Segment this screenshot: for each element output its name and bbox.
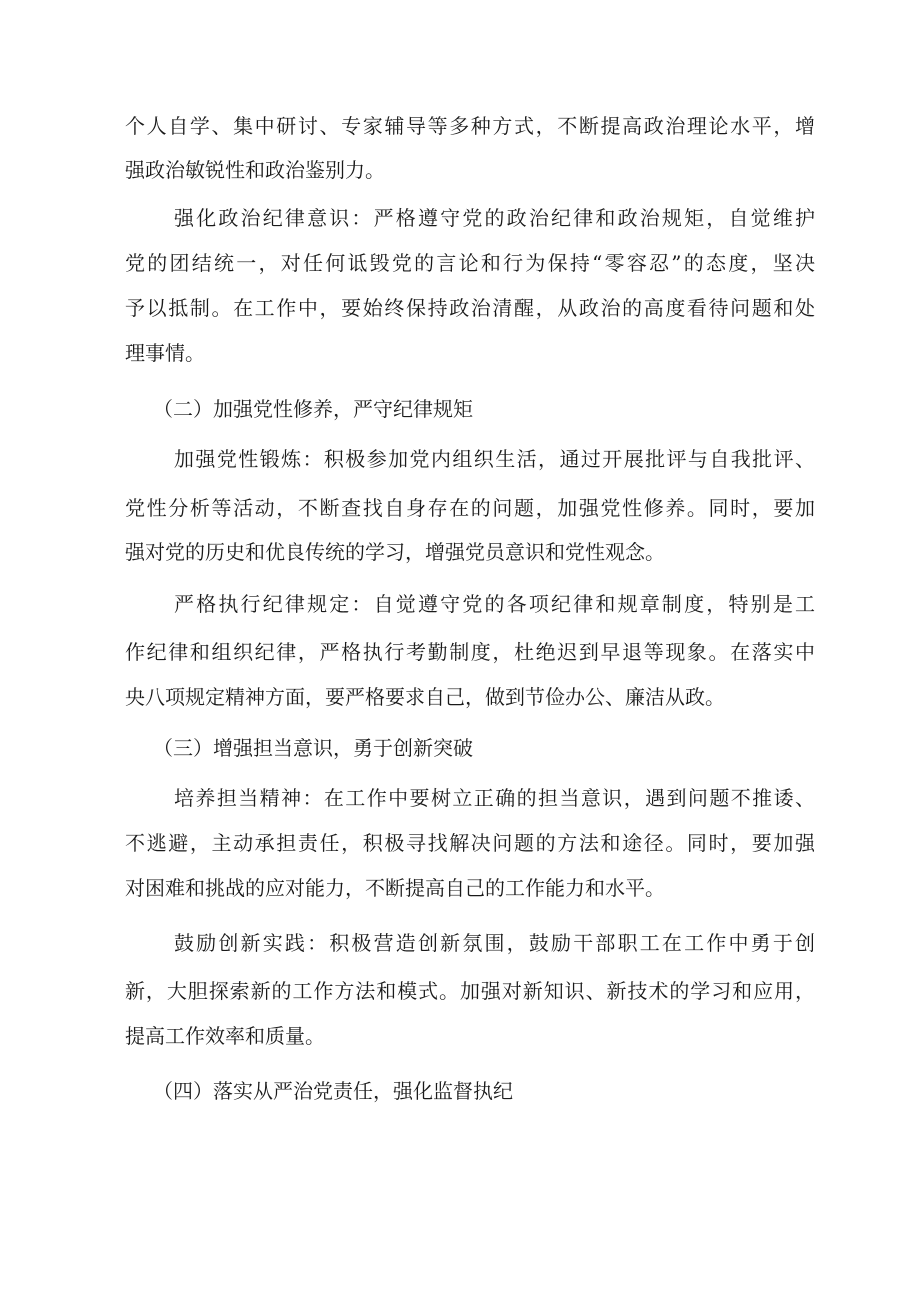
section-heading-2: （二）加强党性修养，严守纪律规矩 (153, 397, 473, 421)
section-heading-3: （三）增强担当意识，勇于创新突破 (153, 736, 473, 760)
paragraph-5-line-3: 对困难和挑战的应对能力，不断提高自己的工作能力和水平。 (125, 876, 665, 900)
paragraph-3-line-2: 党性分析等活动，不断查找自身存在的问题，加强党性修养。同时，要加 (125, 496, 815, 520)
paragraph-3-line-3: 强对党的历史和优良传统的学习，增强党员意识和党性观念。 (125, 540, 665, 564)
paragraph-6-line-3: 提高工作效率和质量。 (125, 1024, 325, 1048)
paragraph-6-line-2: 新，大胆探索新的工作方法和模式。加强对新知识、新技术的学习和应用， (125, 979, 815, 1003)
paragraph-2-line-2: 党的团结统一，对任何诋毁党的言论和行为保持“零容忍”的态度，坚决 (125, 251, 815, 275)
paragraph-6-line-1: 鼓励创新实践：积极营造创新氛围，鼓励干部职工在工作中勇于创 (174, 931, 815, 955)
paragraph-1-line-2: 强政治敏锐性和政治鉴别力。 (125, 158, 385, 182)
paragraph-3-line-1: 加强党性锻炼：积极参加党内组织生活，通过开展批评与自我批评、 (174, 447, 815, 471)
section-heading-4: （四）落实从严治党责任，强化监督执纪 (153, 1079, 513, 1103)
paragraph-2-line-3: 予以抵制。在工作中，要始终保持政治清醒，从政治的高度看待问题和处 (125, 296, 815, 320)
paragraph-5-line-1: 培养担当精神：在工作中要树立正确的担当意识，遇到问题不推诿、 (174, 786, 815, 810)
paragraph-1-line-1: 个人自学、集中研讨、专家辅导等多种方式，不断提高政治理论水平，增 (125, 114, 815, 138)
paragraph-4-line-3: 央八项规定精神方面，要严格要求自己，做到节俭办公、廉洁从政。 (125, 685, 725, 709)
paragraph-4-line-1: 严格执行纪律规定：自觉遵守党的各项纪律和规章制度，特别是工 (174, 592, 815, 616)
paragraph-2-line-1: 强化政治纪律意识：严格遵守党的政治纪律和政治规矩，自觉维护 (174, 206, 815, 230)
paragraph-4-line-2: 作纪律和组织纪律，严格执行考勤制度，杜绝迟到早退等现象。在落实中 (125, 640, 815, 664)
paragraph-2-line-4: 理事情。 (125, 341, 205, 365)
paragraph-5-line-2: 不逃避，主动承担责任，积极寻找解决问题的方法和途径。同时，要加强 (125, 831, 815, 855)
